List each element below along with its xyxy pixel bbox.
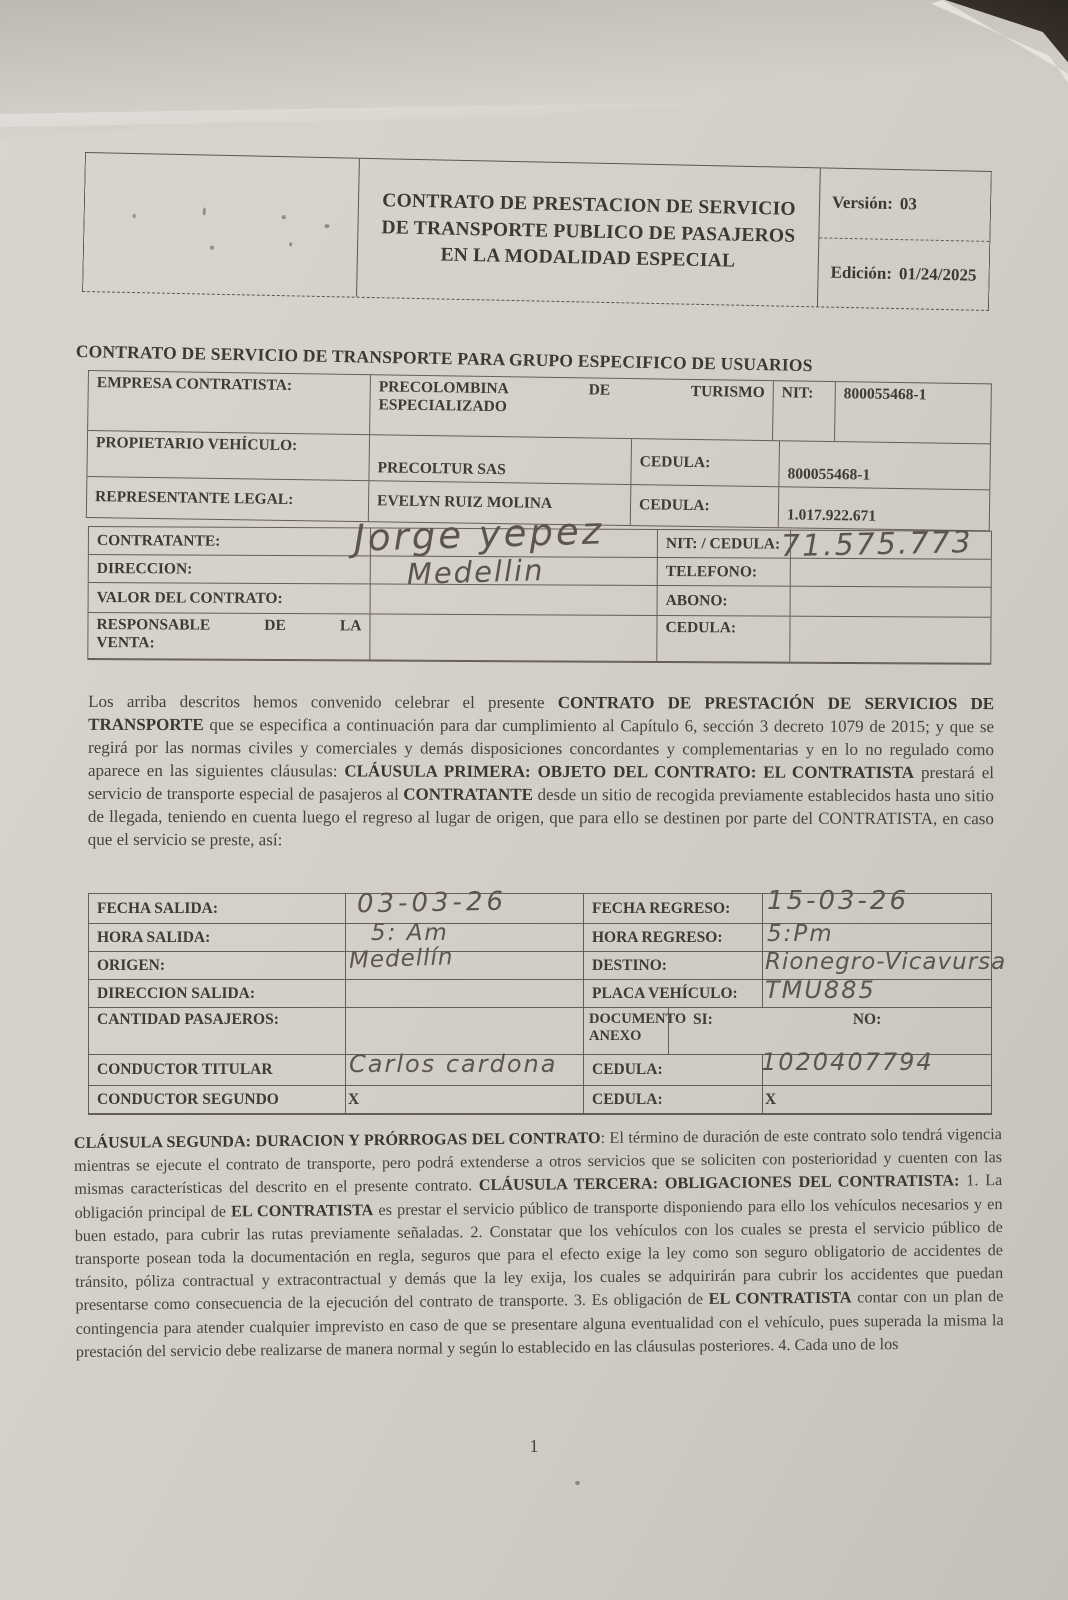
responsable-label-line2: VENTA: [96, 634, 155, 652]
faded-logo-mark [324, 224, 329, 228]
abono-label: ABONO: [658, 586, 791, 616]
paper-fold-shadow [0, 0, 1068, 150]
row-label: CONTRATANTE: [89, 527, 371, 555]
trip-table [88, 886, 1007, 1115]
intro-paragraph: Los arriba descritos hemos convenido celebrar el presente CONTRATO DE PRESTACIÓN DE SERVICIOS DE TRANSPORTE que se especifica a continuación para dar cumplimiento al Capítulo 6, sección 3 decreto 1079 de 2015; y que se regirá por las normas civiles y comerciales y demás disposiciones concordantes y complementarias y en lo no regulado como aparece en las siguientes cláusulas: CLÁUSULA PRIMERA: OBJETO DEL CONTRATO: EL CONTRATISTA prestará el servicio de transporte especial de pasajeros al CONTRATANTE desde un sitio de recogida previamente establecidos hasta uno sitio de llegada, teniendo en cuenta luego el regreso al lugar de origen, que para ello se destinen por parte del CONTRATISTA, en caso que el servicio se preste, así: [87, 691, 995, 850]
cedula-label: CEDULA: [657, 616, 790, 662]
section-title: CONTRATO DE SERVICIO DE TRANSPORTE PARA GRUPO ESPECIFICO DE USUARIOS [75, 341, 813, 376]
company-name-line1: PRECOLOMBINA DE TURISMO [378, 378, 765, 402]
row-label: DIRECCION: [89, 555, 371, 583]
row-label: DIRECCION SALIDA: [89, 980, 346, 1007]
version-edition-block [818, 168, 991, 310]
cedula-value-cell [790, 617, 990, 663]
edition-label: Edición: [830, 262, 893, 283]
row-label: PROPIETARIO VEHÍCULO: [87, 431, 370, 480]
no-label: NO: [852, 1011, 882, 1028]
row-label: CONDUCTOR TITULAR [89, 1055, 346, 1085]
faded-logo-mark [282, 215, 286, 219]
documento-anexo-label: DOCUMENTO ANEXO [584, 1008, 669, 1054]
si-label: SI: [693, 1011, 713, 1028]
version-value: 03 [899, 194, 918, 214]
faded-logo-mark [133, 214, 136, 218]
hora-regreso-label: HORA REGRESO: [584, 924, 763, 951]
ink-speck [575, 1481, 580, 1485]
handwritten-hora-regreso: 5:Pm [767, 921, 834, 947]
handwritten-contratante-cedula: 71.575.773 [780, 525, 974, 565]
responsable-value-cell [370, 614, 657, 661]
row-label: CANTIDAD PASAJEROS: [89, 1008, 346, 1054]
cedula-value: 800055468-1 [787, 465, 871, 484]
fecha-regreso-label: FECHA REGRESO: [584, 894, 763, 923]
cedula-label: CEDULA: [584, 1086, 763, 1113]
document-header [82, 152, 992, 311]
document-title: CONTRATO DE PRESTACION DE SERVICIO DE TRANSPORTE PUBLICO DE PASAJEROS EN LA MODALIDAD ESPECIAL [357, 159, 821, 307]
logo-area [83, 153, 360, 297]
row-label: REPRESENTANTE LEGAL: [87, 477, 370, 521]
row-label: FECHA SALIDA: [89, 894, 346, 923]
abono-value-cell [791, 587, 991, 617]
handwritten-contratante-city: Medellin [406, 552, 545, 592]
cedula-label: CEDULA: [584, 1055, 763, 1085]
table-row [89, 924, 991, 952]
cantidad-pasajeros-cell [346, 1008, 584, 1054]
row-label-cell [88, 613, 370, 659]
placa-label: PLACA VEHÍCULO: [584, 980, 763, 1007]
faded-logo-mark [289, 242, 292, 246]
edition-row [818, 238, 989, 310]
responsable-label-line1: RESPONSABLE DE LA [96, 616, 362, 635]
company-name-cell [370, 375, 774, 440]
handwritten-conductor-cedula: 1020407794 [761, 1048, 934, 1076]
handwritten-contratante-name: Jorge yepez [353, 509, 605, 560]
direccion-salida-cell [346, 980, 584, 1007]
version-label: Versión: [831, 192, 894, 214]
page-number: 1 [529, 1436, 539, 1456]
table-row [89, 583, 991, 618]
handwritten-fecha-regreso: 15-03-26 [767, 886, 910, 916]
edition-value: 01/24/2025 [898, 263, 977, 285]
nit-value: 800055468-1 [843, 385, 927, 404]
row-label: VALOR DEL CONTRATO: [89, 583, 371, 613]
owner-name: PRECOLTUR SAS [369, 435, 632, 484]
faded-logo-mark [210, 246, 214, 250]
cedula-value: X [765, 1090, 777, 1108]
handwritten-conductor-titular: Carlos cardona [349, 1050, 558, 1078]
telefono-label: TELEFONO: [658, 558, 791, 586]
paper-fold-highlight [0, 96, 1068, 156]
handwritten-destino: Rionegro-Vicavursa [765, 949, 1007, 975]
handwritten-origen: Medellín [348, 944, 454, 974]
company-table [86, 370, 992, 531]
destino-label: DESTINO: [584, 952, 763, 979]
handwritten-fecha-salida: 03-03-26 [356, 886, 508, 920]
company-name-line2: ESPECIALIZADO [378, 396, 507, 416]
row-label: EMPRESA CONTRATISTA: [88, 371, 371, 434]
handwritten-hora-salida: 5: Am [371, 920, 449, 946]
legal-rep-name: EVELYN RUIZ MOLINA [369, 481, 632, 525]
row-label: ORIGEN: [89, 952, 346, 979]
version-row [819, 168, 990, 241]
row-label: CONDUCTOR SEGUNDO [89, 1086, 346, 1113]
faded-logo-mark [203, 207, 206, 215]
table-row [89, 1086, 991, 1114]
conductor-segundo-value: X [346, 1086, 584, 1113]
cedula-value: 1.017.922.671 [786, 506, 877, 525]
table-row [88, 613, 990, 664]
photo-background-corner [888, 0, 1068, 80]
nit-cedula-label: NIT: / CEDULA: [658, 530, 791, 558]
row-label: HORA SALIDA: [89, 924, 346, 951]
cedula-label: CEDULA: [631, 485, 780, 527]
handwritten-placa: TMU885 [765, 976, 876, 1004]
nit-label: NIT: [773, 381, 836, 441]
clauses-paragraph: CLÁUSULA SEGUNDA: DURACION Y PRÓRROGAS DEL CONTRATO: El término de duración de este contrato solo tendrá vigencia mientras se ejecute el contrato de transporte, pero podrá extenderse a otros servicios que se soliciten con posterioridad y cuenten con las mismas características del descrito en el presente contrato. CLÁUSULA TERCERA: OBLIGACIONES DEL CONTRATISTA: 1. La obligación principal de EL CONTRATISTA es prestar el servicio público de transporte disponiendo para ello los vehículos necesarios y en buen estado, para cubrir las rutas previamente señaladas. 2. Constatar que los vehículos con los cuales se presta el servicio público de transporte posean toda la documentación en regla, seguros que para el efecto exige la ley como son seguro obligatorio de accidentes de tránsito, póliza contractual y extracontractual y demás que la ley exija, los cuales se adquirirán para cubrir los accidentes que puedan presentarse como consecuencia de la ejecución del contrato de transporte. 3. Es obligación de EL CONTRATISTA contar con un plan de contingencia para atender cualquier imprevisto en caso de que se presentare alguna eventualidad con el vehículo, pues superada la misma la prestación del servicio debe realizarse de manera normal y según lo establecido en las cláusulas posteriores. 4. Cada uno de los [73, 1125, 1004, 1362]
cedula-label: CEDULA: [631, 439, 780, 486]
